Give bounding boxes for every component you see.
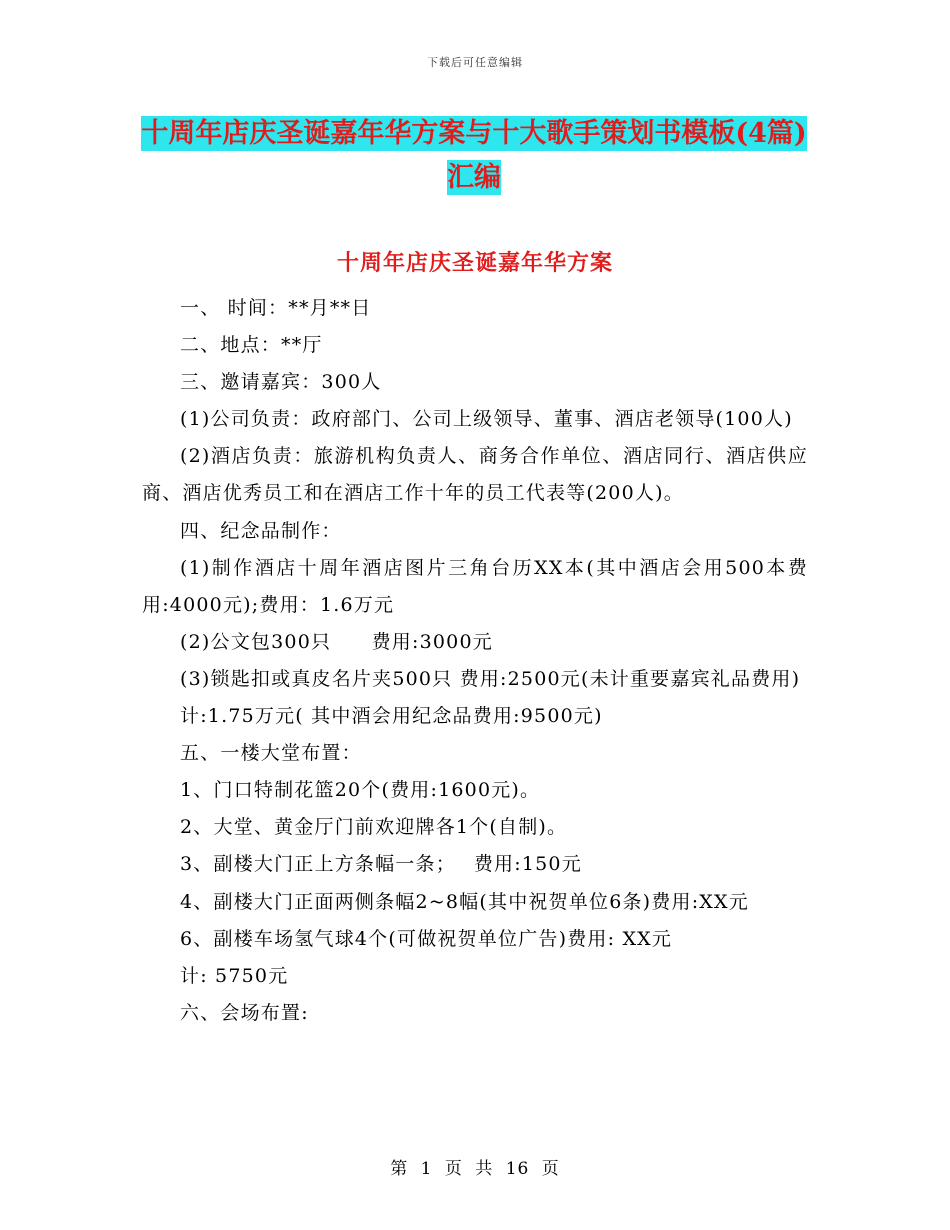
section-title: 十周年店庆圣诞嘉年华方案: [336, 250, 613, 276]
document-title: [140, 112, 808, 200]
paragraph-lobby-balloons: 6、副楼车场氢气球4个(可做祝贺单位广告)费用: XX元: [180, 927, 673, 950]
paragraph-souvenir-total: 计:1.75万元( 其中酒会用纪念品费用:9500元): [180, 705, 603, 728]
paragraph-souvenir-briefcase: (2)公文包300只 费用:3000元: [180, 630, 493, 653]
header-note: 下载后可任意编辑: [427, 56, 523, 69]
paragraph-guests: 三、邀请嘉宾：300人: [180, 371, 382, 394]
paragraph-time: 一、 时间：**月**日: [180, 297, 372, 319]
paragraph-souvenir-keychain: (3)锁匙扣或真皮名片夹500只 费用:2500元(未计重要嘉宾礼品费用): [180, 667, 801, 690]
paragraph-lobby-baskets: 1、门口特制花篮20个(费用:1600元)。: [180, 779, 541, 802]
paragraph-guests-hotel: (2)酒店负责：旅游机构负责人、商务合作单位、酒店同行、酒店供应商、酒店优秀员工和在酒店工作十年的员工代表等(200人)。: [142, 445, 808, 505]
paragraph-lobby-signs: 2、大堂、黄金厅门前欢迎牌各1个(自制)。: [180, 816, 568, 839]
body-text: [142, 290, 808, 1032]
document-title-text: 十周年店庆圣诞嘉年华方案与十大歌手策划书模板(4篇)汇编: [141, 118, 807, 193]
paragraph-lobby-total: 计: 5750元: [180, 964, 289, 987]
paragraph-lobby-banner: 3、副楼大门正上方条幅一条； 费用:150元: [180, 853, 582, 876]
paragraph-lobby-side-banners: 4、副楼大门正面两侧条幅2~8幅(其中祝贺单位6条)费用:XX元: [180, 890, 749, 913]
page-footer: 第 1 页 共 16 页: [390, 1159, 560, 1179]
paragraph-guests-company: (1)公司负责：政府部门、公司上级领导、董事、酒店老领导(100人): [180, 408, 793, 431]
paragraph-location: 二、地点：**厅: [180, 334, 323, 357]
paragraph-souvenir-calendar: (1)制作酒店十周年酒店图片三角台历XX本(其中酒店会用500本费用:4000元);费用：1.6万元: [142, 556, 808, 616]
paragraph-venue: 六、会场布置:: [180, 1001, 309, 1024]
paragraph-lobby: 五、一楼大堂布置：: [180, 742, 362, 765]
paragraph-souvenirs: 四、纪念品制作：: [180, 519, 342, 542]
